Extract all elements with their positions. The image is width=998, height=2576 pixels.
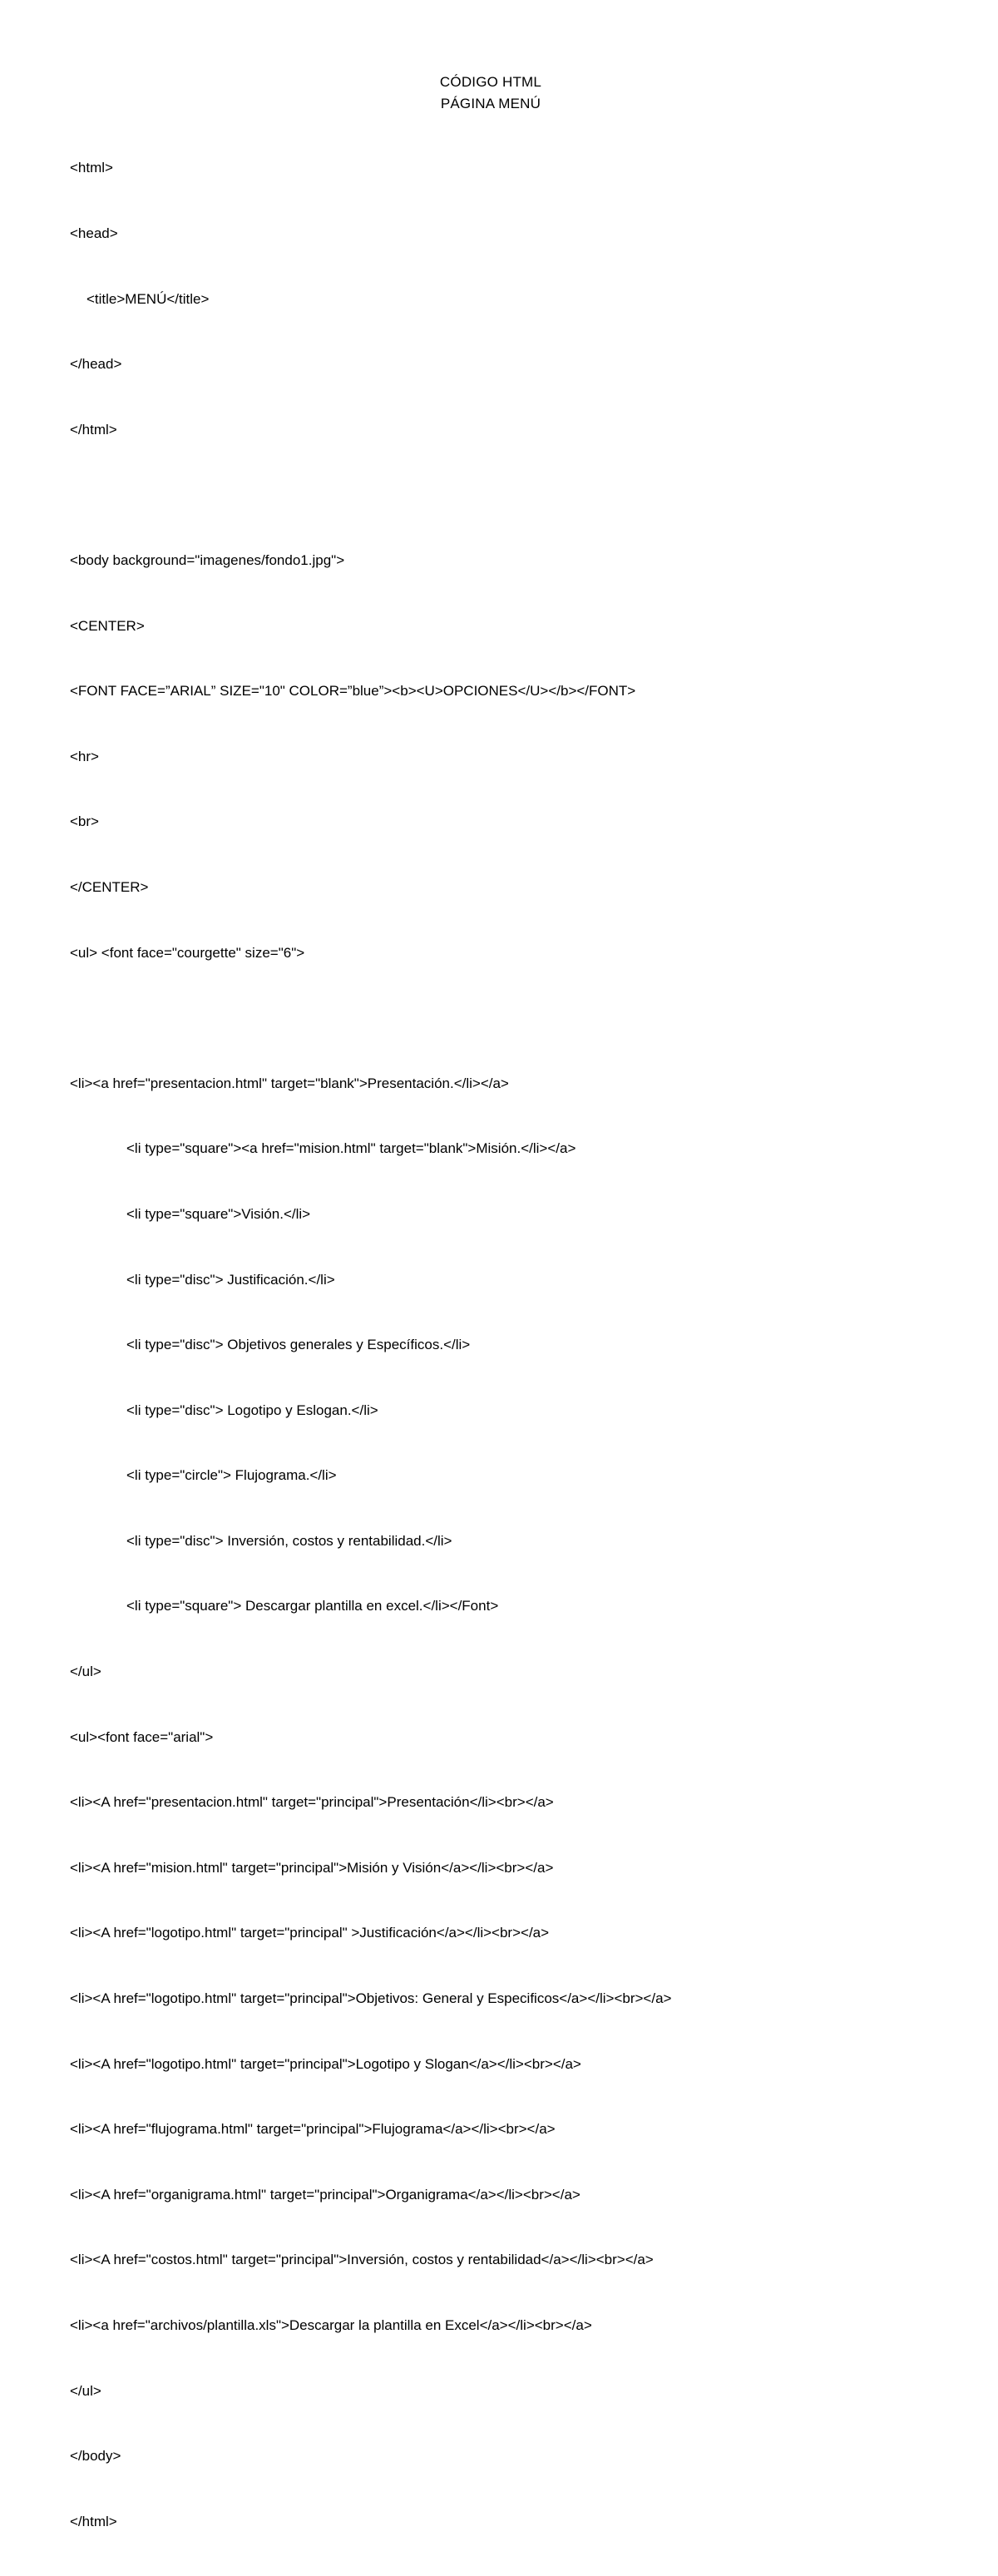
code-line-blank — [70, 1007, 968, 1029]
title-line-codigo-html: CÓDIGO HTML — [439, 74, 542, 90]
code-line: <li type="disc"> Logotipo y Eslogan.</li> — [126, 1402, 378, 1418]
code-line: </html> — [70, 2513, 117, 2529]
code-listing — [70, 114, 968, 2576]
code-line: <li type="disc"> Justificación.</li> — [126, 1271, 335, 1288]
code-line: <CENTER> — [70, 617, 145, 634]
code-line: <li type="square"><a href="mision.html" target="blank">Misión.</li></a> — [126, 1140, 576, 1157]
code-line: </head> — [70, 356, 122, 373]
code-line: </body> — [70, 2448, 121, 2465]
code-line: <li type="disc"> Inversión, costos y rentabilidad.</li> — [126, 1532, 452, 1549]
code-line: <li><A href="logotipo.html" target="principal">Objetivos: General y Especificos</a></li><br></a> — [70, 1990, 672, 2007]
code-line: <li><A href="logotipo.html" target="principal" >Justificación</a></li><br></a> — [70, 1925, 550, 1941]
code-line: <li><a href="archivos/plantilla.xls">Descargar la plantilla en Excel</a></li><br></a> — [70, 2317, 592, 2333]
document-title — [0, 72, 981, 114]
code-line: <li><A href="logotipo.html" target="principal">Logotipo y Slogan</a></li><br></a> — [70, 2055, 581, 2072]
code-line: <head> — [70, 225, 118, 241]
code-line: <li type="circle"> Flujograma.</li> — [126, 1467, 337, 1484]
title-line-pagina-menu: PÁGINA MENÚ — [440, 95, 541, 111]
code-line: <li><A href="mision.html" target="principal">Misión y Visión</a></li><br></a> — [70, 1859, 554, 1876]
code-line: </CENTER> — [70, 878, 149, 895]
code-line: <body background="imagenes/fondo1.jpg"> — [70, 551, 345, 568]
code-line: </ul> — [70, 1664, 101, 1680]
code-line-blank — [70, 484, 968, 506]
code-line: <br> — [70, 813, 99, 830]
code-line: <html> — [70, 160, 113, 176]
code-line: <title>MENÚ</title> — [86, 290, 210, 307]
code-line: <li type="square">Visión.</li> — [126, 1205, 311, 1222]
code-line: <li><a href="presentacion.html" target="blank">Presentación.</li></a> — [70, 1075, 509, 1091]
code-line: </html> — [70, 421, 117, 438]
code-line: <hr> — [70, 748, 99, 764]
code-line: <li><A href="presentacion.html" target="principal">Presentación</li><br></a> — [70, 1794, 554, 1811]
code-line: <li><A href="organigrama.html" target="principal">Organigrama</a></li><br></a> — [70, 2186, 581, 2203]
code-line: </ul> — [70, 2382, 101, 2399]
code-line: <ul> <font face="courgette" size="6"> — [70, 944, 305, 961]
code-line: <FONT FACE=”ARIAL” SIZE="10" COLOR=”blue”><b><U>OPCIONES</U></b></FONT> — [70, 683, 636, 700]
code-line: <li type="disc"> Objetivos generales y Específicos.</li> — [126, 1337, 471, 1353]
code-line: <li><A href="costos.html" target="principal">Inversión, costos y rentabilidad</a></li><br></a> — [70, 2252, 654, 2268]
code-line: <li><A href="flujograma.html" target="principal">Flujograma</a></li><br></a> — [70, 2121, 556, 2138]
code-line: <ul><font face="arial"> — [70, 1728, 214, 1745]
code-line: <li type="square"> Descargar plantilla en excel.</li></Font> — [126, 1598, 499, 1614]
